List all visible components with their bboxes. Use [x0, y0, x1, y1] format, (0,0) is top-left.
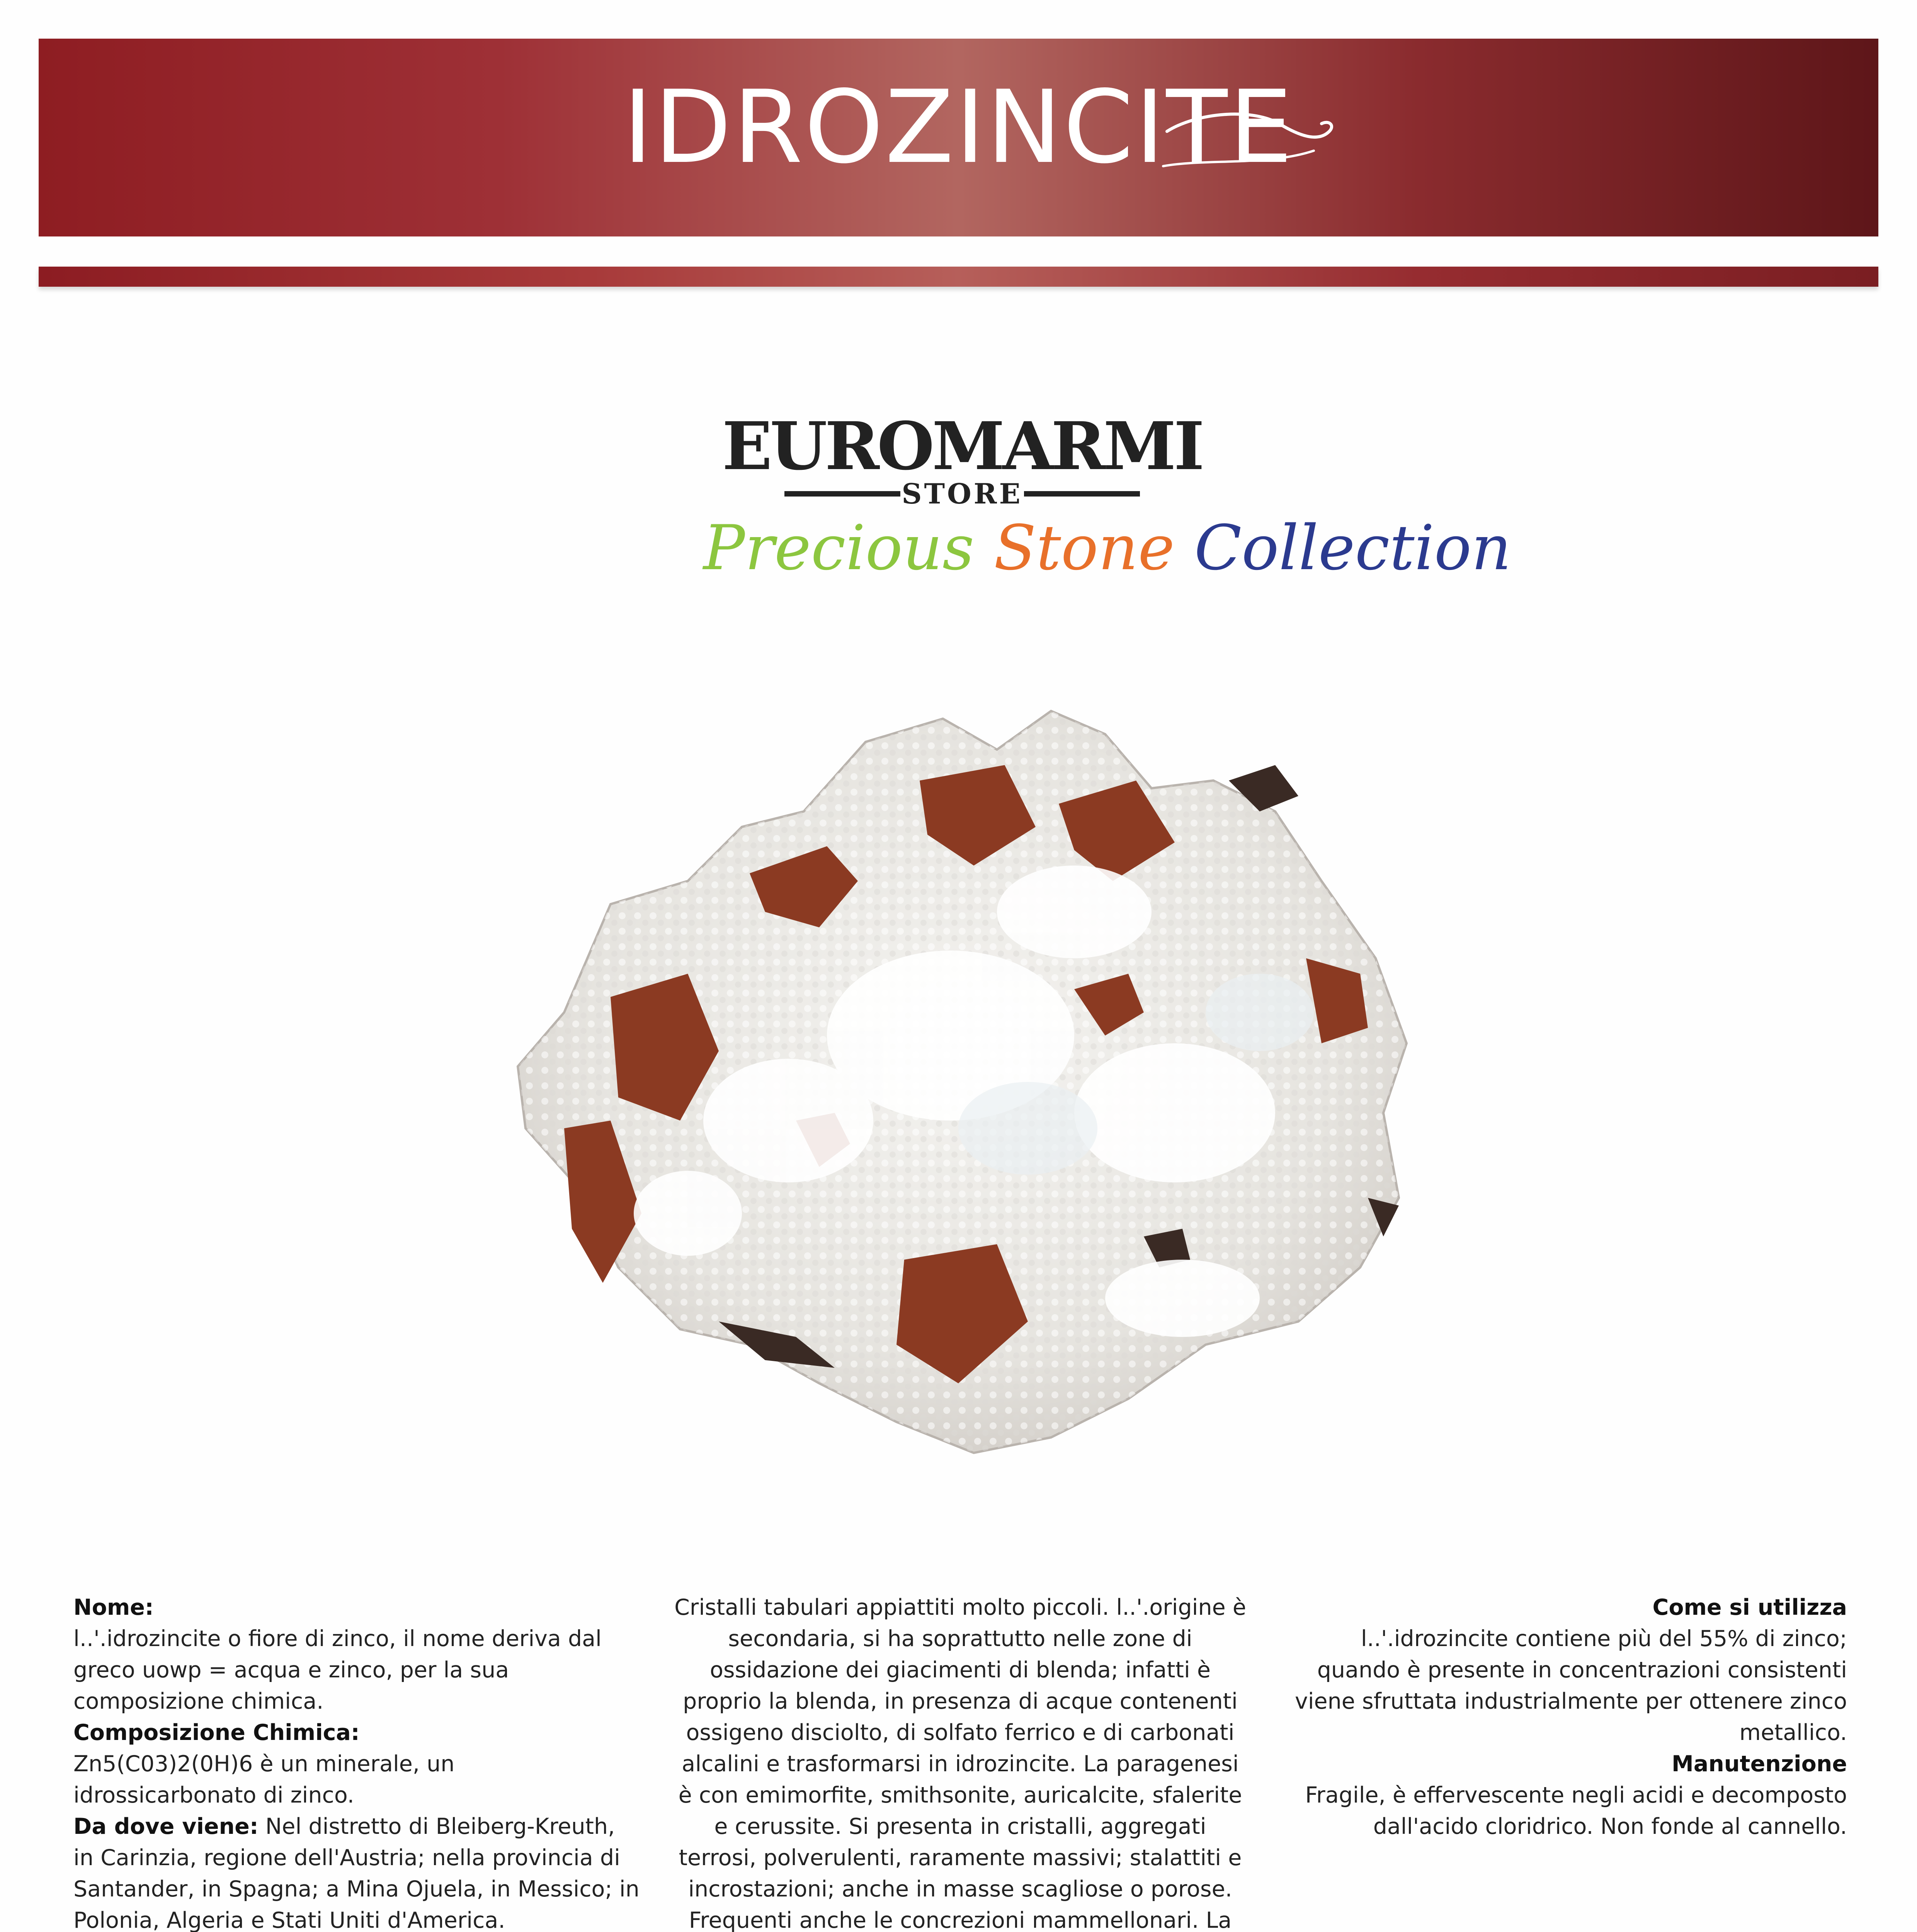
collection-word-stone: Stone: [993, 512, 1175, 584]
field-provenienza: [73, 1811, 641, 1932]
brand-logo-store-row: [784, 477, 1140, 508]
logo-rule-left: [784, 491, 900, 497]
description-column: [674, 1592, 1246, 1932]
label-provenienza: Da dove viene:: [73, 1814, 259, 1839]
value-uso: l..'.idrozincite contiene più del 55% di zinco; quando è presente in concentrazioni consistenti viene sfruttata industrialmente per ottenere zinco metallico.: [1294, 1626, 1847, 1745]
brand-logo-subtitle: STORE: [902, 477, 1023, 510]
field-composizione: [73, 1717, 641, 1748]
collection-word-precious: Precious: [703, 512, 975, 584]
label-uso: Come si utilizza: [1652, 1595, 1847, 1620]
value-composizione: Zn5(C03)2(0H)6 è un minerale, un idrossicarbonato di zinco.: [73, 1751, 455, 1808]
title-swash-ornament: [1152, 108, 1337, 185]
page-title: IDROZINCITE: [623, 69, 1294, 186]
label-composizione: Composizione Chimica:: [73, 1720, 360, 1745]
title-banner: [39, 39, 1878, 236]
label-nome: Nome:: [73, 1595, 154, 1620]
value-nome: l..'.idrozincite o fiore di zinco, il nome deriva dal greco uowp = acqua e zinco, per la sua composizione chimica.: [73, 1626, 602, 1714]
properties-column: [73, 1592, 641, 1932]
usage-column: [1279, 1592, 1847, 1842]
collection-word-collection: Collection: [1194, 512, 1512, 584]
collection-script: [703, 512, 1512, 584]
brand-logo-text: EUROMARMI: [722, 408, 1203, 485]
value-provenienza: Nel distretto di Bleiberg-Kreuth, in Carinzia, regione dell'Austria; nella provincia di Santander, in Spagna; a Mina Ojuela, in Messico; in Polonia, Algeria e Stati Uniti d'America.: [73, 1814, 640, 1932]
value-manutenzione: Fragile, è effervescente negli acidi e decomposto dall'acido cloridrico. Non fonde al cannello.: [1305, 1782, 1847, 1839]
logo-rule-right: [1024, 491, 1140, 497]
mineral-specimen-photo: [448, 665, 1468, 1534]
label-manutenzione: Manutenzione: [1672, 1751, 1847, 1777]
header-divider-strip: [39, 267, 1878, 287]
description-text: Cristalli tabulari appiattiti molto piccoli. l..'.origine è secondaria, si ha soprattutto nelle zone di ossidazione dei giacimenti di blenda; infatti è proprio la blenda, in presenza di acque contenenti ossigeno disciolto, di solfato ferrico e di carbonati alcalini e trasformarsi in idrozincite. La paragenesi è con emimorfite, smithsonite, auricalcite, sfalerite e cerussite. Si presenta in cristalli, aggregati terrosi, polverulenti, raramente massivi; stalattiti e incrostazioni; anche in masse scagliose o porose. Frequenti anche le concrezioni mammellonari. La: [674, 1595, 1246, 1932]
field-nome: [73, 1592, 641, 1623]
